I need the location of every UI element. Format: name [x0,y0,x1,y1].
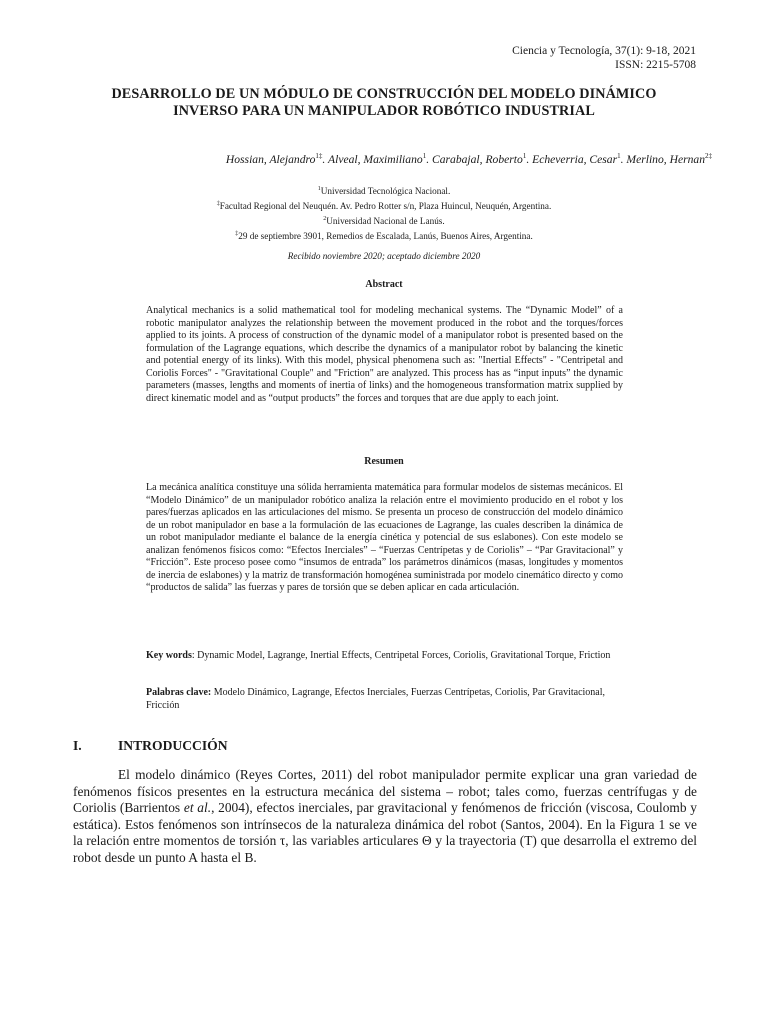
author-affiliation-mark: 1 [522,152,527,160]
keywords-text: : Dynamic Model, Lagrange, Inertial Effects, Centripetal Forces, Coriolis, Gravitational Torque, Friction [191,650,611,661]
title-line-1: DESARROLLO DE UN MÓDULO DE CONSTRUCCIÓN DEL MODELO DINÁMICO [111,86,657,102]
abstract-heading: Abstract [365,279,403,290]
author-name: Alveal, Maximiliano [328,152,423,166]
intro-et-al: et al. [183,800,212,816]
keywords-label: Key words [146,650,192,661]
author-affiliation-mark: 2‡ [705,152,712,160]
palabras-clave-text: Modelo Dinámico, Lagrange, Efectos Inerciales, Fuerzas Centrípetas, Coriolis, Par Gravitacional, Fricción [146,687,606,711]
author-affiliation-mark: 1‡ [315,152,323,160]
author-affiliation-mark: 1 [617,152,621,160]
affiliation-mark: 2 [323,216,327,223]
title-line-2: INVERSO PARA UN MANIPULADOR ROBÓTICO INDUSTRIAL [173,103,595,119]
journal-reference [512,44,696,72]
journal-issn: ISSN: 2215-5708 [615,59,696,71]
intro-text-part-1: El modelo dinámico (Reyes Cortes, 2011) del robot manipulador permite explicar una gran variedad de fenómenos físicos presentes en la estructura mecánica del sistema – robot; tales como, fuerzas centrífugas y de Coriolis (Barrientos [73,767,697,816]
affiliation-list [150,183,618,243]
author-name: Echeverria, Cesar [532,152,618,166]
affiliation-text: Facultad Regional del Neuquén. Av. Pedro Rotter s/n, Plaza Huincul, Neuquén, Argentina. [219,201,552,212]
keywords [146,650,623,663]
affiliation-text: Universidad Tecnológica Nacional. [320,186,451,197]
affiliation-mark: ‡ [216,201,220,208]
affiliation-line [150,183,618,198]
palabras-clave-label: Palabras clave: [146,687,212,698]
affiliation-mark: 1 [317,186,321,192]
intro-text-part-2: , 2004), efectos inerciales, par gravitacional y fenómenos de fricción (viscosa, Coulomb y estática). Estos fenómenos son intrínsecos de la naturaleza dinámica del robot (Santos, 2004). En la Figura 1 se ve la relación entre momentos de torsión τ, las variables articulares Θ y la trayectoria (T) que desarrolla el extremo del robot desde un punto A hasta el B. [73,800,697,865]
section-title: INTRODUCCIÓN [118,738,228,753]
affiliation-line [150,213,618,228]
received-dates: Recibido noviembre 2020; aceptado diciembre 2020 [287,251,481,261]
affiliation-text: 29 de septiembre 3901, Remedios de Escalada, Lanús, Buenos Aires, Argentina. [238,231,533,242]
resumen-heading: Resumen [364,456,404,467]
section-heading-introduccion [73,738,228,754]
abstract-body: Analytical mechanics is a solid mathematical tool for modeling mechanical systems. The “Dynamic Model” of a robotic manipulator analyzes the relationship between the movement produced in the robot and the torques/forces applied to its joints. A process of construction of the dynamic model of a manipulator robot is presented based on the formulation of the Lagrange equations, which describe the dynamics of a manipulator robot by balancing the kinetic and potential energy of its links). With this model, physical phenomena such as: "Inertial Effects" - "Centripetal and Coriolis Forces" - "Gravitational Couple" and "Friction" are analyzed. This process has as “input inputs” the dynamic parameters (masses, lengths and moments of inertia of links) and the homogeneous transformation matrix supplied by direct kinematic model and as “output products” the forces and torques that are due apply to each joint. [146,305,623,404]
affiliation-line [150,198,618,213]
resumen-body: La mecánica analítica constituye una sólida herramienta matemática para formular modelos de sistemas mecánicos. El “Modelo Dinámico” de un manipulador robótico analiza la relación entre el movimiento producido en el robot y los pares/fuerzas aplicados en las articulaciones del mismo. Se presenta un proceso de construcción del modelo dinámico de un robot manipulador en base a la formulación de las ecuaciones de Lagrange, las cuales describen la dinámica de un robot manipulador mediante el balance de la energía cinética y potencial de sus eslabones). Con este modelo se analizan fenómenos físicos como: “Efectos Inerciales” – “Fuerzas Centrípetas y de Coriolis” – “Par Gravitacional” y “Fricción”. Este proceso posee como “insumos de entrada” los parámetros dinámicos (masas, longitudes y momentos de inercia de eslabones) y la matriz de transformación homogénea suministrada por modelo cinemático directo y como “productos de salida” las fuerzas y pares de torsión que se deben aplicar en cada articulación. [146,482,623,593]
section-number: I. [73,738,82,753]
author-list: Hossian, Alejandro$^{1\ddagger}$. Alveal, Maximiliano$^1$. Carabajal, Roberto$^1$. Echeverria, Cesar$^1$. Merlino, Hernan$^{2\ddagger}$ [225,152,712,166]
intro-paragraph [73,767,697,867]
author-name: Merlino, Hernan [626,152,705,166]
affiliation-line [150,228,618,243]
paper-title [60,86,708,120]
author-name: Carabajal, Roberto [431,152,523,166]
author-affiliation-mark: 1 [422,152,427,160]
palabras-clave [146,687,623,712]
journal-citation: Ciencia y Tecnología, 37(1): 9-18, 2021 [512,45,696,57]
author-name: Hossian, Alejandro [225,152,316,166]
affiliation-mark: ‡ [235,231,239,238]
affiliation-text: Universidad Nacional de Lanús. [326,216,445,227]
